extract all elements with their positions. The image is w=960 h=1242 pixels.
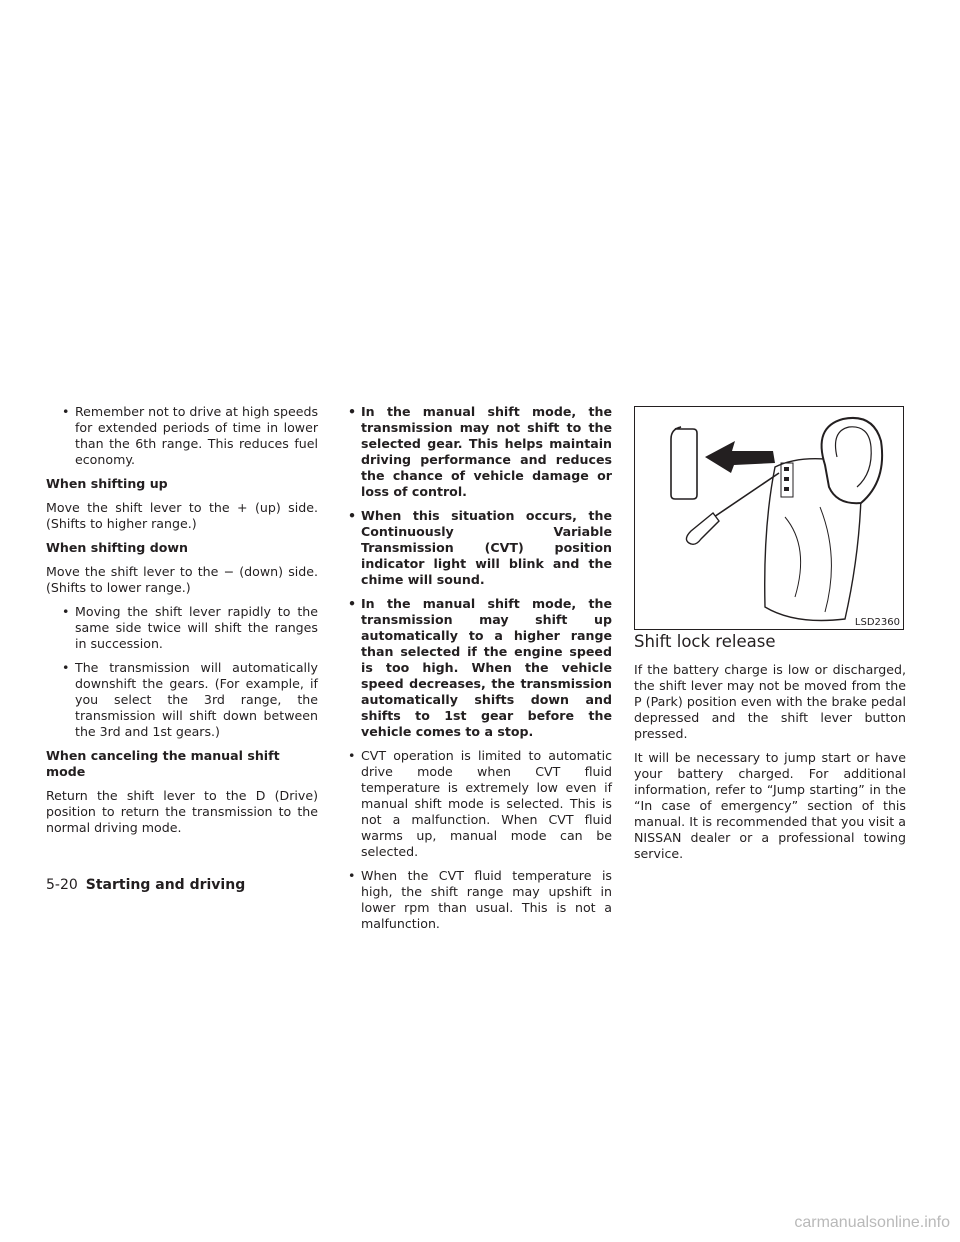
warning-item — [340, 404, 612, 500]
bullet-dot: • — [348, 868, 356, 883]
paragraph: It will be necessary to jump start or have your battery charged. For additional information, refer to “Jump starting” in the “In case of emergency” section of this manual. It is recommended that you visit a NISSAN dealer or a professional towing service. — [634, 750, 906, 861]
list-item-text: Remember not to drive at high speeds for extended periods of time in lower than the 6th range. This reduces fuel economy. — [75, 404, 319, 467]
warning-item — [340, 508, 612, 588]
heading-shifting-up: When shifting up — [46, 476, 168, 491]
bullet-dot: • — [62, 604, 70, 619]
left-column — [46, 404, 318, 844]
bullet-dot: • — [348, 508, 357, 523]
shift-lever-drawing — [635, 407, 903, 629]
boot-fold-line — [820, 507, 831, 612]
watermark: carmanualsonline.info — [794, 1214, 950, 1231]
heading-shifting-down: When shifting down — [46, 540, 188, 555]
list-item-text: When the CVT fluid temperature is high, the shift range may upshift in lower rpm than usual. This is not a malfunction. — [361, 868, 612, 931]
paragraph: Move the shift lever to the + (up) side. (Shifts to higher range.) — [46, 500, 318, 531]
paragraph: If the battery charge is low or discharged, the shift lever may not be moved from the P (Park) position even with the brake pedal depressed and the shift lever button pressed. — [634, 662, 906, 741]
figure-label: LSD2360 — [854, 617, 900, 628]
list-item — [54, 660, 318, 740]
bullet-dot: • — [348, 596, 357, 611]
removal-arrow-shape — [705, 441, 775, 473]
section-name: Starting and driving — [85, 877, 246, 893]
list-item-text: The transmission will automatically downshift the gears. (For example, if you select the 3rd range, the transmission will shift down between the 3rd and 1st gears.) — [75, 660, 318, 739]
bullet-dot: • — [62, 660, 70, 675]
indicator-mark — [784, 487, 789, 491]
indicator-mark — [784, 467, 789, 471]
middle-column — [340, 404, 612, 940]
list-item — [340, 868, 612, 932]
list-item — [340, 748, 612, 860]
screwdriver-handle — [686, 513, 719, 544]
warning-text: In the manual shift mode, the transmission may not shift to the selected gear. This helps maintain driving performance and reduces the chance of vehicle damage or loss of control. — [361, 404, 612, 499]
paragraph: Return the shift lever to the D (Drive) position to return the transmission to the normal driving mode. — [46, 788, 318, 835]
boot-fold-line — [785, 517, 801, 597]
shift-lock-illustration — [634, 406, 904, 630]
shift-lock-cover-shape — [671, 427, 697, 499]
page-footer — [46, 876, 245, 894]
indicator-mark — [784, 477, 789, 481]
bullet-dot: • — [348, 748, 356, 763]
warning-item — [340, 596, 612, 740]
bullet-dot: • — [62, 404, 70, 419]
warning-text: In the manual shift mode, the transmission may shift up automatically to a higher range than selected if the engine speed is too high. When the vehicle speed decreases, the transmission automatically shifts down and shifts to 1st gear before the vehicle comes to a stop. — [361, 596, 612, 739]
page-number: 5-20 — [46, 877, 78, 893]
right-column — [634, 632, 906, 870]
list-item-text: Moving the shift lever rapidly to the same side twice will shift the ranges in succession. — [75, 604, 318, 651]
heading-canceling-manual: When canceling the manual shift mode — [46, 748, 280, 779]
list-item — [54, 604, 318, 652]
list-item-text: CVT operation is limited to automatic drive mode when CVT fluid temperature is extremely low even if manual shift mode is selected. This is not a malfunction. When CVT fluid warms up, manual mode can be selected. — [361, 748, 612, 859]
paragraph: Move the shift lever to the − (down) side. (Shifts to lower range.) — [46, 564, 318, 595]
list-item — [54, 404, 318, 468]
shift-knob-shape — [822, 418, 883, 503]
section-title: Shift lock release — [634, 632, 776, 651]
bullet-dot: • — [348, 404, 357, 419]
warning-text: When this situation occurs, the Continuously Variable Transmission (CVT) position indicator light will blink and the chime will sound. — [361, 508, 612, 587]
